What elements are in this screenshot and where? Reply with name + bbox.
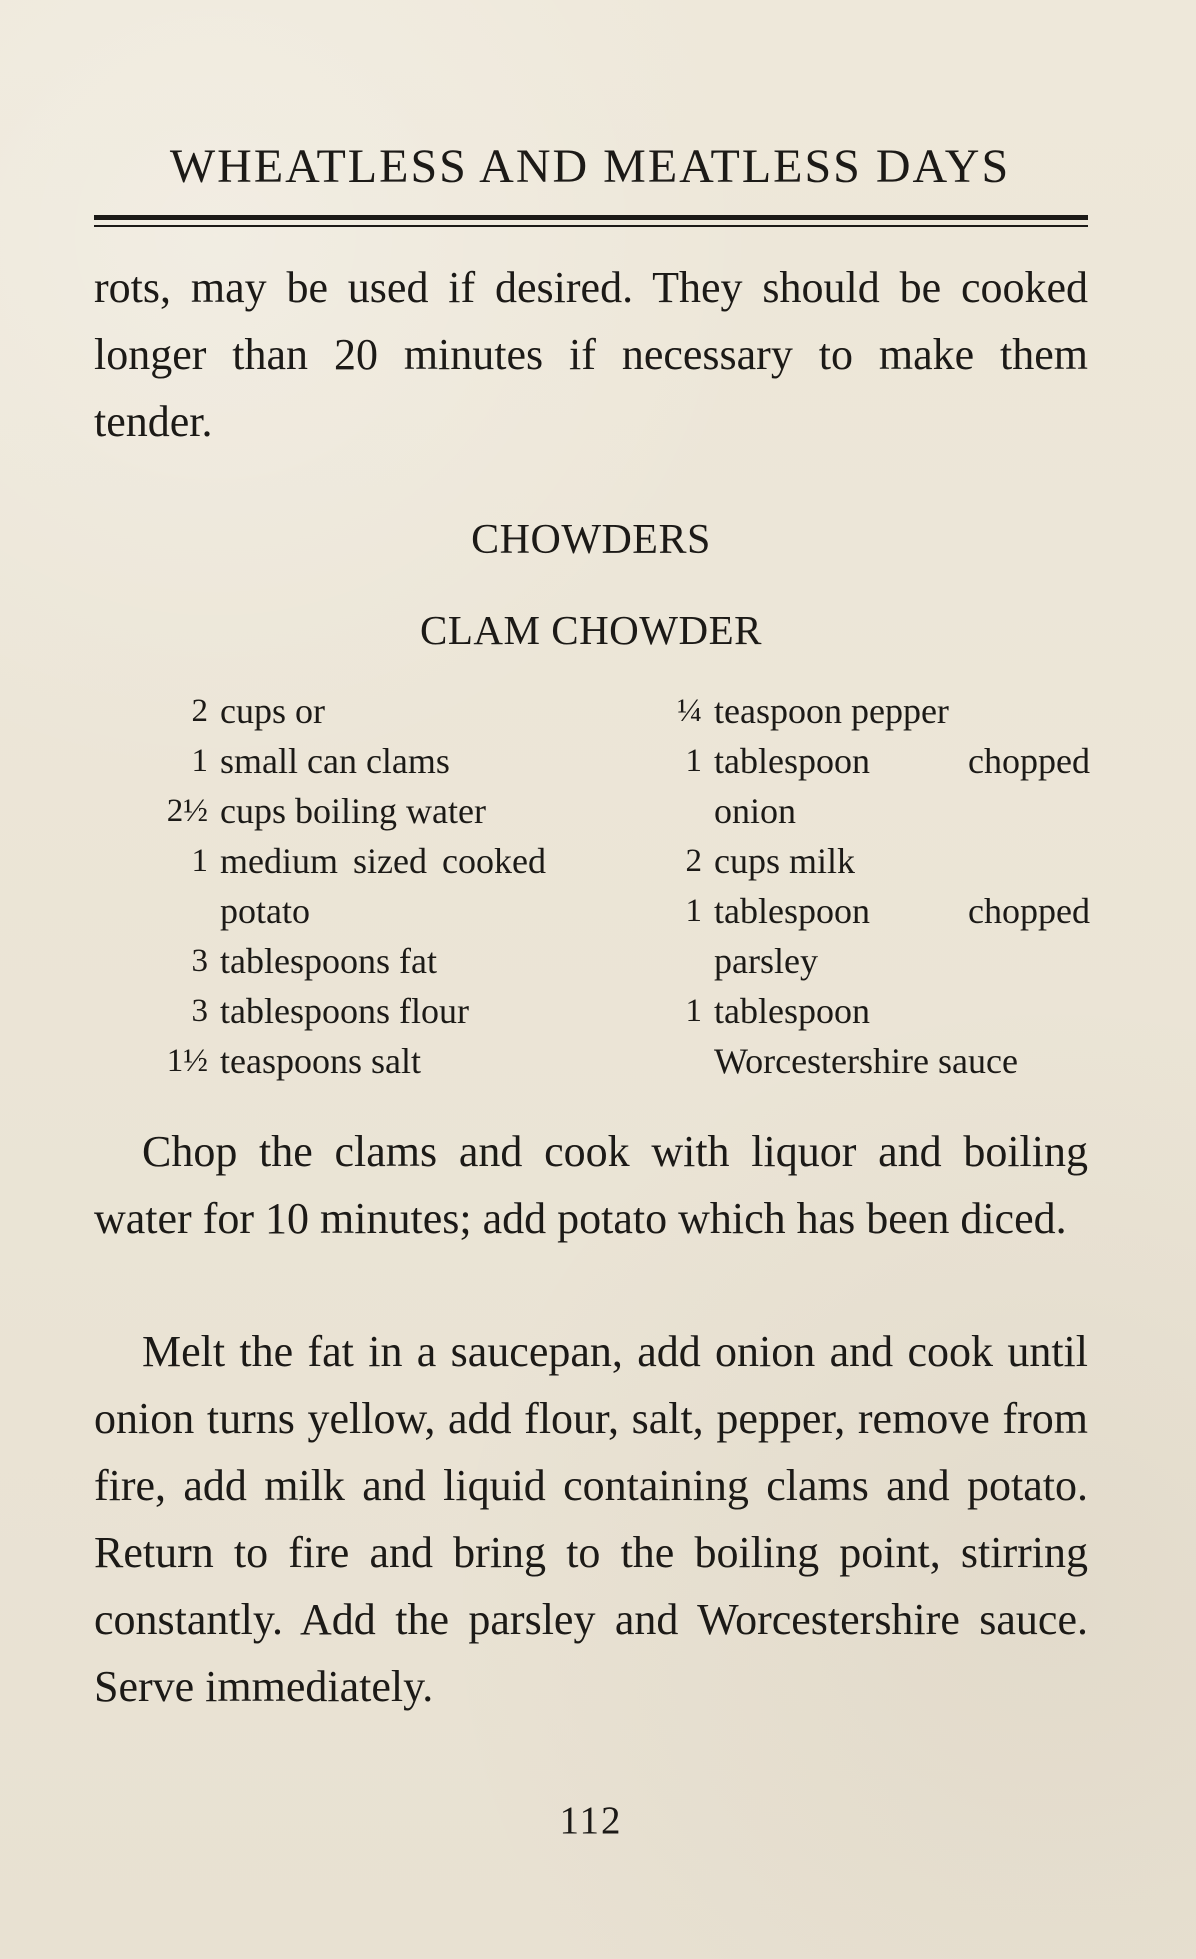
ingredient-quantity: ¼ [677, 693, 702, 729]
recipe-title: CLAM CHOWDER [420, 607, 762, 653]
ingredients-right-column [640, 686, 1090, 1096]
method-paragraph: Chop the clams and cook with liquor and boiling water for 10 minutes; add potato which has been diced. [94, 1127, 1088, 1243]
ingredient-description: cups or [220, 691, 325, 731]
ingredient-description: cups boiling water [220, 791, 486, 831]
ingredient-description: medium sized cooked potato [220, 841, 546, 931]
ingredient-description: cups milk [714, 841, 855, 881]
ingredient-description: tablespoons flour [220, 991, 469, 1031]
ingredient-quantity: 2 [191, 693, 208, 729]
ingredient-description: tablespoon chopped onion [714, 741, 1090, 831]
ingredient-row [96, 836, 546, 936]
page-number: 112 [559, 1799, 623, 1842]
ingredient-quantity: 3 [191, 943, 208, 979]
ingredient-row [96, 786, 546, 836]
ingredient-quantity: 1 [191, 843, 208, 879]
ingredient-description: tablespoons fat [220, 941, 437, 981]
ingredient-quantity: 1½ [166, 1043, 208, 1079]
ingredient-quantity: 2 [685, 843, 702, 879]
method-paragraph: Melt the fat in a saucepan, add onion and cook until onion turns yellow, add flour, salt, pepper, remove from fire, add milk and liquid containing clams and potato. Return to fire and bring to the boiling point, stirring constantly. Add the parsley and Worcestershire sauce. Serve immediately. [94, 1327, 1088, 1711]
ingredient-quantity: 2½ [166, 793, 208, 829]
ingredient-description: teaspoons salt [220, 1041, 421, 1081]
ingredient-quantity: 1 [191, 743, 208, 779]
ingredient-row [96, 986, 546, 1036]
ingredient-row [640, 686, 1090, 736]
ingredient-description: tablespoon chopped parsley [714, 891, 1090, 981]
ingredient-row [640, 886, 1090, 986]
ingredient-row [96, 736, 546, 786]
ingredient-row [640, 986, 1090, 1086]
ingredient-quantity: 1 [685, 893, 702, 929]
running-head-rule-secondary [94, 225, 1088, 227]
ingredient-quantity: 1 [685, 993, 702, 1029]
ingredient-row [640, 836, 1090, 886]
ingredient-row [96, 1036, 546, 1086]
running-head: WHEATLESS AND MEATLESS DAYS [169, 140, 1011, 193]
ingredient-row [96, 686, 546, 736]
ingredient-description: small can clams [220, 741, 450, 781]
ingredients-left-column [96, 686, 546, 1096]
section-title: CHOWDERS [471, 517, 711, 563]
ingredient-description: tablespoon Worcestershire sauce [714, 991, 1018, 1081]
ingredient-quantity: 1 [685, 743, 702, 779]
ingredient-row [640, 736, 1090, 836]
running-head-rule [94, 215, 1088, 220]
ingredient-quantity: 3 [191, 993, 208, 1029]
ingredient-row [96, 936, 546, 986]
intro-paragraph: rots, may be used if desired. They should be cooked longer than 20 minutes if necessary to make them tender. [94, 263, 1088, 446]
ingredient-description: teaspoon pepper [714, 691, 949, 731]
